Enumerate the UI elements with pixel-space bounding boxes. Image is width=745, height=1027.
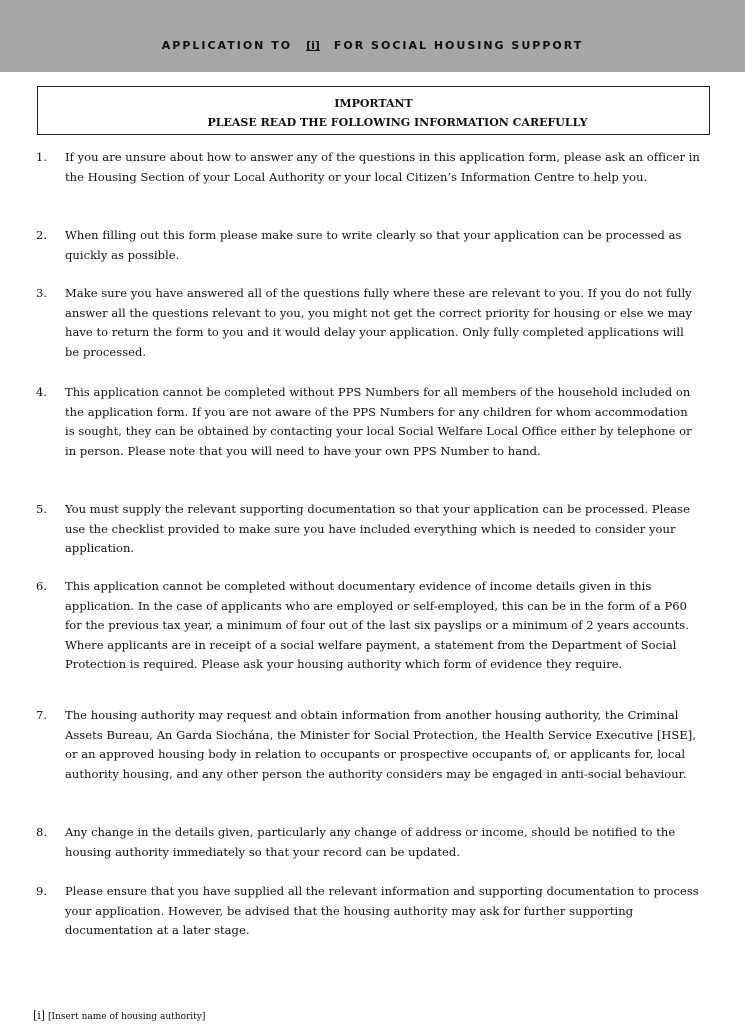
footnote	[33, 1009, 205, 1022]
item-number: 3.	[36, 286, 47, 300]
item-text: Make sure you have answered all of the questions fully where these are relevant to you. If you do not fully answer all the questions relevant to you, you might not get the correct priority for housing or else we may have to return the form to you and it would delay your application. Only fully completed applications will be processed.	[65, 286, 692, 359]
footnote-marker: [i]	[33, 1009, 46, 1022]
authority-name-blank: [i]	[306, 39, 320, 52]
item-number: 8.	[36, 825, 47, 839]
title-before: APPLICATION TO	[161, 39, 293, 52]
item-text: When filling out this form please make sure to write clearly so that your application can be processed as quickly as possible.	[65, 228, 682, 262]
header-band	[0, 0, 745, 72]
item-number: 1.	[36, 150, 47, 164]
item-text: This application cannot be completed without PPS Numbers for all members of the household included on the application form. If you are not aware of the PPS Numbers for any children for whom accommodation is sought, they can be obtained by contacting your local Social Welfare Local Office either by telephone or in person. Please note that you will need to have your own PPS Number to hand.	[65, 385, 692, 458]
item-number: 7.	[36, 708, 47, 722]
notice-subheading: PLEASE READ THE FOLLOWING INFORMATION CAREFULLY	[207, 116, 588, 129]
item-text: The housing authority may request and obtain information from another housing authority, the Criminal Assets Bureau, An Garda Siochána, the Minister for Social Protection, the Health Service Executive [HSE], or an approved housing body in relation to occupants or prospective occupants of, or applicants for, local authority housing, and any other person the authority considers may be engaged in anti-social behaviour.	[65, 708, 697, 781]
item-number: 5.	[36, 502, 47, 516]
important-notice-box	[37, 86, 710, 135]
item-text: Please ensure that you have supplied all the relevant information and supporting documentation to process your application. However, be advised that the housing authority may ask for further supporting documentation at a later stage.	[65, 884, 699, 937]
item-number: 6.	[36, 579, 47, 593]
item-number: 2.	[36, 228, 47, 242]
page-title	[0, 39, 745, 52]
item-text: Any change in the details given, particularly any change of address or income, should be notified to the housing authority immediately so that your record can be updated.	[65, 825, 676, 859]
notice-heading: IMPORTANT	[334, 97, 413, 110]
item-text: This application cannot be completed without documentary evidence of income details given in this application. In the case of applicants who are employed or self-employed, this can be in the form of a P60 for the previous tax year, a minimum of four out of the last six payslips or a minimum of 2 years accounts. Where applicants are in receipt of a social welfare payment, a statement from the Department of Social Protection is required. Please ask your housing authority which form of evidence they require.	[65, 579, 689, 671]
item-text: You must supply the relevant supporting documentation so that your application can be processed. Please use the checklist provided to make sure you have included everything which is needed to consider your application.	[65, 502, 690, 555]
item-number: 4.	[36, 385, 47, 399]
title-after: FOR SOCIAL HOUSING SUPPORT	[333, 39, 584, 52]
footnote-text: [Insert name of housing authority]	[47, 1012, 206, 1022]
item-number: 9.	[36, 884, 47, 898]
item-text: If you are unsure about how to answer any of the questions in this application form, please ask an officer in the Housing Section of your Local Authority or your local Citizen’s Information Centre to help you.	[65, 150, 700, 184]
